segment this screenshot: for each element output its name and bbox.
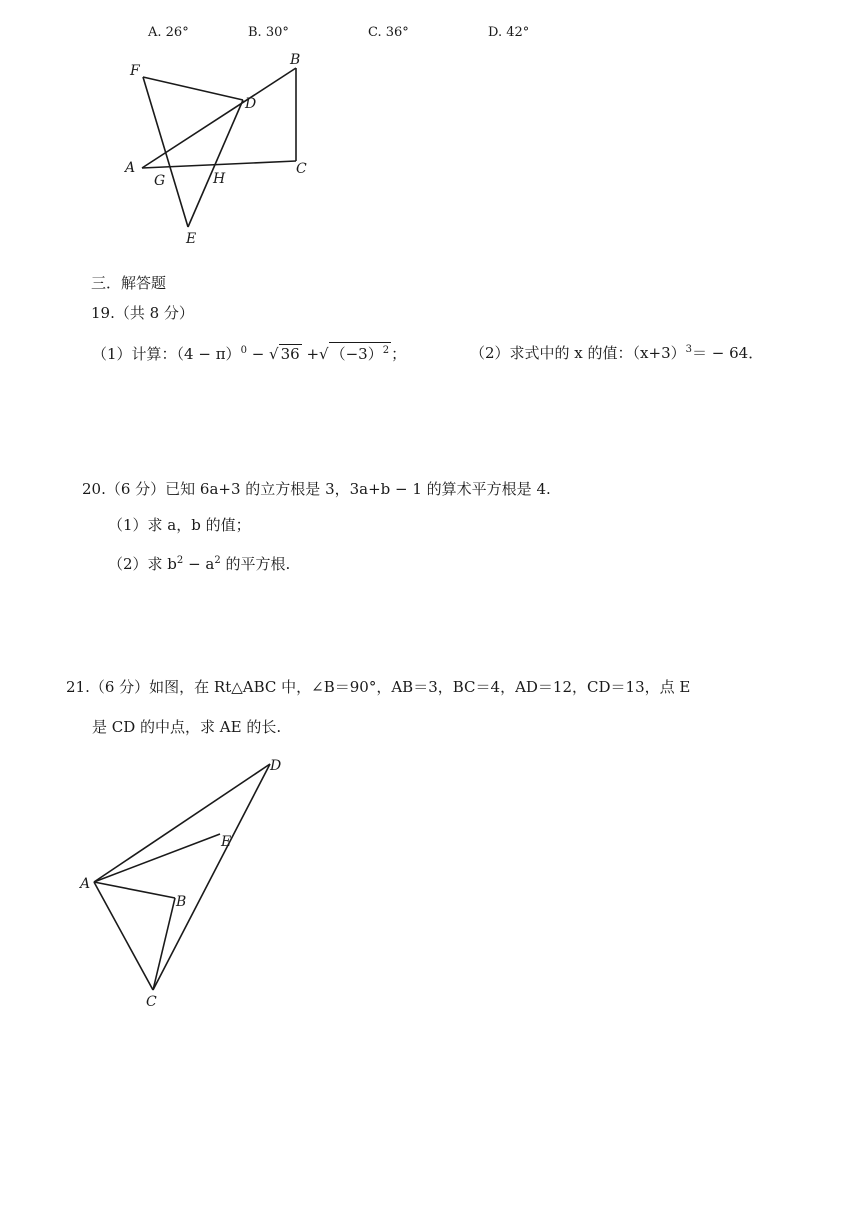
q19-p1-plus: +: [301, 345, 320, 363]
q19-p1-minus: −: [246, 345, 270, 363]
q20-statement: 20.（6 分）已知 6a+3 的立方根是 3，3a+b − 1 的算术平方根是 4.: [82, 480, 551, 498]
q19-p1-end: ；: [391, 345, 407, 363]
q21-statement-cont: 是 CD 的中点，求 AE 的长.: [92, 718, 282, 736]
figure-triangles-2: [70, 750, 310, 1020]
q19-part1: （1）计算：$(4 - \pi)^0$ − √ 36 +√ $(-3)^2$ ；: [92, 342, 406, 364]
q19-part2: [470, 342, 763, 363]
option-b: B. 30°: [248, 25, 289, 40]
q19-header: 19.（共 8 分）: [91, 304, 194, 322]
q19-p2-exp: 3: [685, 344, 692, 355]
q20-p2-pre: （2）求 b: [108, 555, 177, 573]
q19-p1-neg3: （−3）: [330, 345, 383, 363]
option-a: A. 26°: [148, 25, 189, 40]
q19-p2-text: （2）求式中的 x 的值：（x+3）: [470, 344, 686, 362]
q20-p2-exp2: 2: [214, 555, 221, 566]
label-e2: E: [221, 834, 232, 850]
label-c: C: [296, 161, 307, 177]
label-a: A: [125, 160, 136, 176]
label-c2: C: [146, 994, 157, 1010]
label-d: D: [245, 96, 257, 112]
label-e: E: [186, 231, 197, 247]
q20-p2-mid: − a: [183, 555, 215, 573]
q19-p1-sqrt-neg3-sq: [329, 342, 392, 364]
label-f: F: [130, 63, 140, 79]
label-b2: B: [176, 894, 187, 910]
q19-p1-sqrt36: 36: [280, 345, 300, 363]
figure-triangles-1: [100, 45, 360, 255]
option-c: C. 36°: [368, 25, 409, 40]
q19-p1-expr: （4 − π）: [176, 345, 241, 363]
label-g: G: [154, 173, 166, 189]
label-h: H: [213, 171, 226, 187]
label-a2: A: [80, 876, 91, 892]
label-b: B: [290, 52, 301, 68]
q20-part2: [108, 553, 290, 574]
section-title: 三．解答题: [91, 274, 167, 292]
q21-statement: 21.（6 分）如图，在 Rt△ABC 中，∠B＝90°，AB＝3，BC＝4，AD＝12，CD＝13，点 E: [66, 678, 691, 696]
q19-p1-label: （1）计算：: [92, 345, 177, 363]
option-d: D. 42°: [488, 25, 530, 40]
q20-p2-exp1: 2: [176, 555, 184, 566]
q19-p2-rest: ＝ − 64．: [692, 344, 764, 362]
q20-p2-post: 的平方根.: [220, 555, 291, 573]
q19-p1-exp0: 0: [240, 345, 247, 356]
q20-part1: （1）求 a，b 的值；: [108, 516, 251, 534]
q19-p1-exp2: 2: [382, 345, 390, 356]
label-d2: D: [270, 758, 282, 774]
